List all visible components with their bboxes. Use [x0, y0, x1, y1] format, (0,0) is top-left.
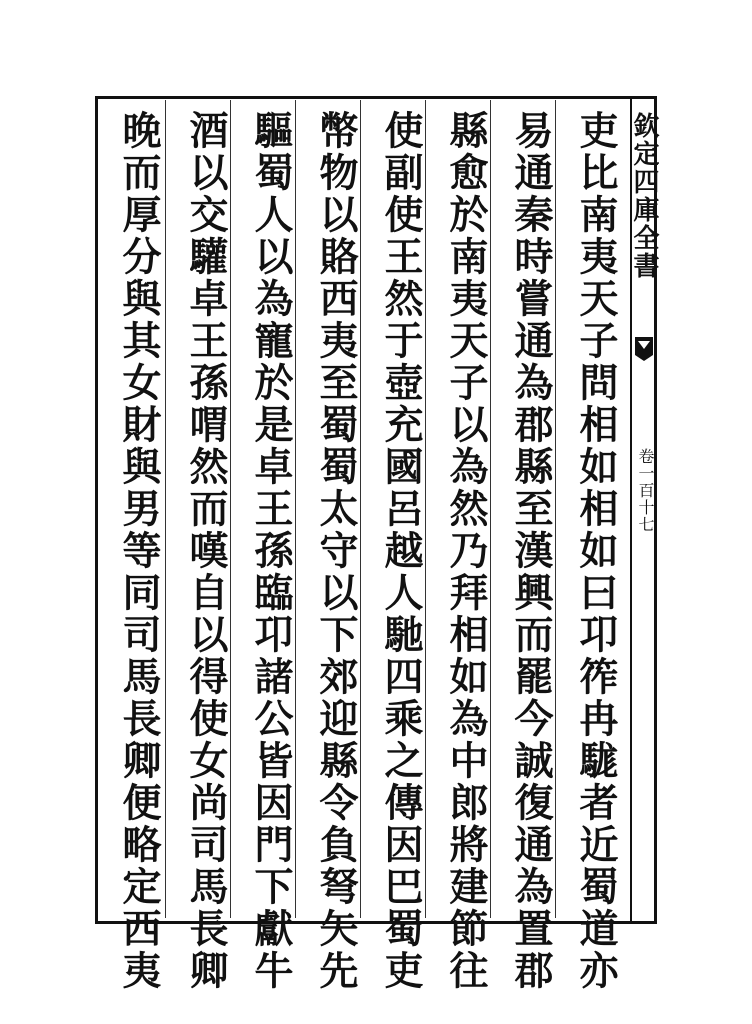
text-column-4	[375, 110, 427, 992]
text-line: 易通秦時嘗通為郡縣至漢興而罷今誠復通為置郡	[508, 110, 554, 992]
text-line: 使副使王然于壺充國呂越人馳四乘之傳因巴蜀吏	[378, 110, 424, 992]
book-title: 欽定四庫全書	[629, 112, 659, 280]
fishtail-mark-icon	[633, 333, 655, 363]
text-line: 縣愈於南夷天子以為然乃拜相如為中郎將建節往	[443, 110, 489, 992]
text-column-5	[310, 110, 362, 992]
text-column-6	[245, 110, 297, 992]
text-line: 驅蜀人以為寵於是卓王孫臨卭諸公皆因門下獻牛	[248, 110, 294, 992]
text-column-7	[180, 110, 232, 992]
text-line: 吏比南夷天子問相如相如曰卭筰冉駹者近蜀道亦	[573, 110, 619, 992]
text-column-2	[505, 110, 557, 992]
column-rule	[165, 100, 166, 918]
text-column-3	[440, 110, 492, 992]
volume-label: 卷一百十七	[636, 448, 655, 533]
text-line: 酒以交驩卓王孫喟然而嘆自以得使女尚司馬長卿	[183, 110, 229, 992]
text-line: 晚而厚分與其女財與男等同司馬長卿便略定西夷	[116, 110, 162, 992]
text-line: 幣物以賂西夷至蜀蜀太守以下郊迎縣令負弩矢先	[313, 110, 359, 992]
text-column-8	[113, 110, 165, 992]
text-column-1	[570, 110, 622, 992]
